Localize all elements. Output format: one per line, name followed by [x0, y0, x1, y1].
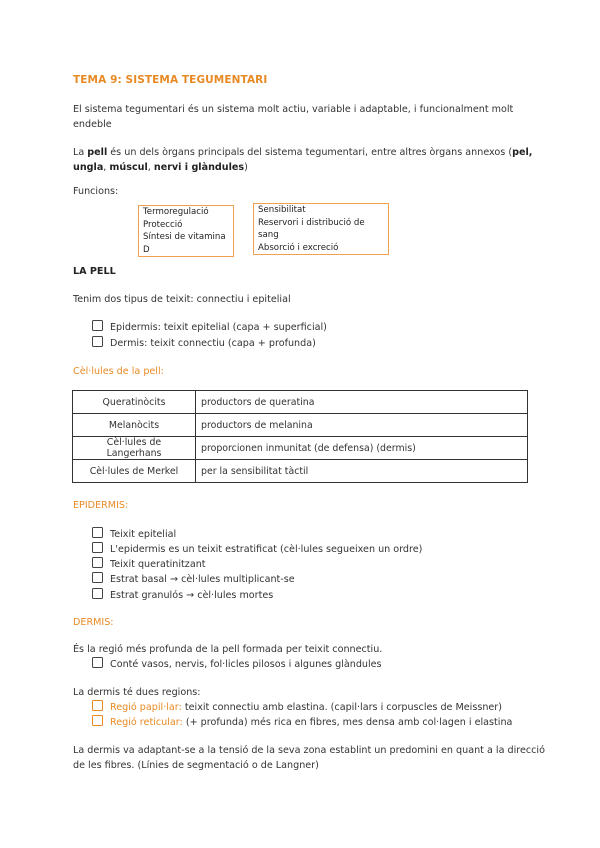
- funcio-item: Reservori i distribució de sang: [258, 217, 365, 241]
- cellules-table: [72, 390, 528, 483]
- table-cell-desc: productors de melanina: [196, 414, 528, 437]
- bold-muscul: múscul: [109, 162, 148, 173]
- checklist-item: [92, 320, 327, 335]
- checkbox[interactable]: [92, 336, 103, 347]
- checklist-item: [92, 588, 273, 603]
- intro-line-2: endeble: [73, 119, 112, 130]
- checklist-item: [92, 715, 512, 730]
- checklist-item-label: L'epidermis es un teixit estratificat (cèl·lules segueixen un ordre): [110, 544, 423, 555]
- text-span: ,: [103, 162, 110, 173]
- funcions-box-1: [138, 205, 234, 257]
- checkbox[interactable]: [92, 700, 103, 711]
- la-pell-heading: LA PELL: [73, 266, 116, 277]
- region-text: teixit connectiu amb elastina. (capil·lars i corpuscles de Meissner): [181, 702, 502, 713]
- table-cell-desc: per la sensibilitat tàctil: [196, 460, 528, 483]
- checklist-item-label: Estrat basal → cèl·lules multiplicant-se: [110, 574, 295, 585]
- teixits-text: Tenim dos tipus de teixit: connectiu i epitelial: [73, 294, 291, 305]
- checklist-item-label: Conté vasos, nervis, fol·licles pilosos i algunes glàndules: [110, 659, 382, 670]
- checkbox[interactable]: [92, 542, 103, 553]
- dermis-regions-text: La dermis té dues regions:: [73, 687, 201, 698]
- region-label: Regió reticular:: [110, 717, 183, 728]
- checkbox[interactable]: [92, 320, 103, 331]
- bold-nervi-glandules: nervi i glàndules: [153, 162, 245, 173]
- bold-pel: pel,: [512, 147, 533, 158]
- table-cell-name: Cèl·lules de Langerhans: [73, 437, 196, 460]
- table-cell-name: Queratinòcits: [73, 391, 196, 414]
- table-row: [73, 460, 528, 483]
- text-span: ,: [147, 162, 154, 173]
- funcio-item: Sensibilitat: [258, 205, 306, 215]
- cellules-heading: Cèl·lules de la pell:: [73, 366, 164, 377]
- table-row: [73, 391, 528, 414]
- intro-line-1: El sistema tegumentari és un sistema molt actiu, variable i adaptable, i funcionalment molt: [73, 104, 514, 115]
- funcio-item: Termoregulació: [143, 207, 209, 217]
- bold-pell: pell: [87, 147, 108, 158]
- checkbox[interactable]: [92, 657, 103, 668]
- epidermis-heading: EPIDERMIS:: [73, 500, 129, 511]
- checkbox[interactable]: [92, 715, 103, 726]
- text-span: La: [73, 147, 88, 158]
- checklist-item: [92, 557, 206, 572]
- final-line-2: de les fibres. (Línies de segmentació o de Langner): [73, 760, 319, 771]
- page-title: TEMA 9: SISTEMA TEGUMENTARI: [73, 74, 268, 86]
- checkbox[interactable]: [92, 572, 103, 583]
- checklist-item: [92, 572, 295, 587]
- funcio-item: Protecció: [143, 219, 183, 230]
- checklist-item: [92, 527, 176, 542]
- text-span: és un dels òrgans principals del sistema tegumentari, entre altres òrgans annexos (: [107, 147, 513, 158]
- text-span: ): [244, 162, 248, 173]
- region-label: Regió papil·lar:: [110, 702, 182, 713]
- checkbox[interactable]: [92, 588, 103, 599]
- region-text: (+ profunda) més rica en fibres, mes densa amb col·lagen i elastina: [182, 717, 513, 728]
- table-cell-desc: proporcionen inmunitat (de defensa) (dermis): [196, 437, 528, 460]
- pell-intro-line-2: [73, 160, 248, 175]
- table-cell-desc: productors de queratina: [196, 391, 528, 414]
- checklist-item: [92, 542, 422, 557]
- checklist-item: [92, 700, 502, 715]
- checklist-item: [92, 657, 382, 672]
- checklist-item: [92, 336, 316, 351]
- table-cell-name: Melanòcits: [73, 414, 196, 437]
- funcions-box-2: [253, 203, 389, 255]
- checklist-item-label: Estrat granulós → cèl·lules mortes: [110, 590, 274, 601]
- pell-intro-line-1: [73, 145, 532, 160]
- table-cell-name: Cèl·lules de Merkel: [73, 460, 196, 483]
- checkbox[interactable]: [92, 557, 103, 568]
- final-line-1: La dermis va adaptant-se a la tensió de la seva zona establint un predomini en quant a la direcció: [73, 745, 545, 756]
- table-row: [73, 414, 528, 437]
- checklist-item-label: Epidermis: teixit epitelial (capa + superficial): [110, 322, 327, 333]
- bold-ungla: ungla: [73, 162, 104, 173]
- checklist-item-label: Dermis: teixit connectiu (capa + profunda): [110, 338, 316, 349]
- dermis-heading: DERMIS:: [73, 617, 114, 628]
- checkbox[interactable]: [92, 527, 103, 538]
- table-row: [73, 437, 528, 460]
- funcio-item: Síntesi de vitamina D: [143, 232, 226, 255]
- dermis-text: És la regió més profunda de la pell formada per teixit connectiu.: [73, 644, 383, 655]
- funcio-item: Absorció i excreció: [258, 242, 339, 253]
- checklist-item-label: Teixit epitelial: [110, 529, 177, 540]
- checklist-item-label: Teixit queratinitzant: [110, 559, 206, 570]
- funcions-label: Funcions:: [73, 186, 119, 197]
